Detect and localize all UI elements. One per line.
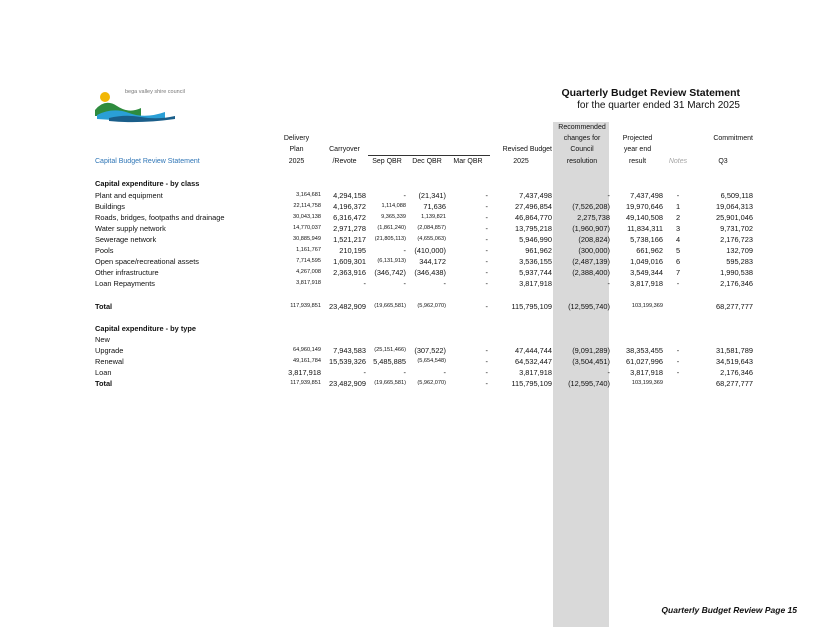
revised-budget-value: 5,937,744 [519,268,552,278]
carryover-value: 210,195 [339,246,366,256]
row-label: Buildings [95,201,125,211]
projected-result-value: 11,834,311 [627,223,663,233]
sep-qbr-value: (21,805,113) [374,235,406,242]
total-row [95,378,755,389]
carryover-value: 4,294,158 [333,190,366,200]
mar-qbr-header: Mar QBR [453,158,483,166]
row-label: Water supply network [95,223,166,233]
commitment-value: 68,277,777 [716,301,753,311]
table-row [95,345,755,356]
commitment-value: 25,901,046 [716,212,753,222]
revised-budget-value: 27,496,854 [515,201,552,211]
table-row [95,190,755,201]
delivery-plan-value: 22,114,758 [293,202,321,209]
capital-budget-table [95,122,755,389]
note-ref: 3 [675,223,681,233]
commit-header-1: Commitment [713,135,753,143]
carryover-value: - [363,279,366,289]
table-row [95,367,755,378]
table-row [95,356,755,367]
row-label: Total [95,301,113,311]
document-subtitle: for the quarter ended 31 March 2025 [577,100,740,111]
projected-result-value: 3,549,344 [630,268,663,278]
table-row [95,234,755,245]
carryover-value: 1,609,301 [333,257,366,267]
projected-result-value: 38,353,455 [626,345,663,355]
carryover-header-2: /Revote [332,158,357,166]
projected-result-value: 61,027,996 [626,356,663,366]
dec-qbr-value: 1,139,821 [421,213,446,220]
revised-budget-value: 3,817,918 [519,368,552,378]
row-label: Open space/recreational assets [95,257,199,267]
section-by-type: Capital expenditure - by type [95,323,197,333]
revised-budget-value: 64,532,447 [515,356,552,366]
recommended-change-value: (12,595,740) [568,379,610,389]
dec-qbr-value: - [443,279,446,289]
note-ref: - [676,279,680,289]
note-ref: - [676,356,680,366]
commitment-value: 2,176,723 [720,234,753,244]
delivery-plan-value: 7,714,595 [296,258,321,265]
recommended-change-value: - [607,190,610,200]
note-ref [665,301,693,312]
revised-budget-value: 961,962 [525,246,552,256]
revised-budget-value: 13,795,218 [515,223,552,233]
sep-qbr-value: (19,665,581) [374,380,406,387]
sep-qbr-value: 5,485,885 [373,356,406,366]
rec-header-4: resolution [566,158,598,166]
commitment-value: 2,176,346 [720,368,753,378]
carryover-value: 2,363,916 [333,268,366,278]
table-row [95,201,755,212]
projected-result-value: 661,962 [636,246,663,256]
revised-budget-value: 3,817,918 [519,279,552,289]
revised-header-1: Revised Budget [502,146,552,154]
commitment-value: 34,519,643 [716,356,753,366]
mar-qbr-value: - [485,257,488,267]
table-row [95,267,755,278]
mar-qbr-value: - [485,356,488,366]
carryover-value: 6,316,472 [333,212,366,222]
dec-qbr-value: (5,962,070) [417,380,446,387]
dec-qbr-value: - [443,368,446,378]
table-row [95,256,755,267]
dec-qbr-value: (346,438) [414,268,446,278]
recommended-change-value: (2,487,139) [572,257,610,267]
revised-budget-value: 3,536,155 [519,257,552,267]
dec-qbr-value: 344,172 [419,257,446,267]
projected-result-value: 3,817,918 [630,368,663,378]
commitment-value: 132,709 [726,246,753,256]
dec-qbr-value: 71,636 [423,201,446,211]
commitment-value: 2,176,346 [720,279,753,289]
sep-qbr-value: 1,114,088 [381,202,406,209]
dec-qbr-value: (5,654,548) [417,357,446,364]
page-footer: Quarterly Budget Review Page 15 [661,605,797,615]
revised-budget-value: 5,946,990 [519,234,552,244]
revised-budget-value: 115,795,109 [511,301,552,311]
note-ref [665,378,693,389]
delivery-header-1: Delivery [283,135,310,143]
note-ref: 1 [675,201,681,211]
delivery-header-2: Plan [289,146,304,154]
note-ref: 4 [675,234,681,244]
document-title: Quarterly Budget Review Statement [561,87,740,99]
delivery-plan-value: 3,817,918 [296,280,321,287]
carryover-value: 1,521,217 [333,234,366,244]
projected-result-value: 103,199,369 [631,380,663,387]
sep-qbr-value: (25,151,466) [374,346,406,353]
note-ref: - [676,190,680,200]
recommended-change-value: 2,275,738 [577,212,610,222]
recommended-change-value: (208,824) [578,234,610,244]
table-header [95,122,755,190]
projected-result-value: 5,738,166 [630,234,663,244]
mar-qbr-value: - [485,279,488,289]
sep-qbr-value: (19,665,581) [374,302,406,309]
note-ref: 7 [675,268,681,278]
carryover-value: 2,971,278 [333,223,366,233]
row-label: Plant and equipment [95,190,163,200]
statement-title: Capital Budget Review Statement [95,158,200,166]
table-row [95,212,755,223]
carryover-value: 7,943,583 [333,345,366,355]
note-ref: - [676,368,680,378]
commitment-value: 68,277,777 [716,379,753,389]
row-label: Pools [95,246,114,256]
recommended-change-value: (300,000) [578,246,610,256]
sep-qbr-value: - [403,190,406,200]
proj-header-1: Projected [622,135,653,143]
delivery-plan-value: 4,267,008 [296,269,321,276]
row-label: Total [95,379,113,389]
new-label: New [95,334,110,344]
rec-header-2: changes for [563,135,601,143]
mar-qbr-value: - [485,345,488,355]
projected-result-value: 7,437,498 [630,190,663,200]
sep-qbr-header: Sep QBR [372,158,402,166]
projected-result-value: 103,199,369 [631,302,663,309]
projected-result-value: 1,049,016 [630,257,663,267]
proj-header-3: result [628,158,647,166]
dec-qbr-value: (21,341) [418,190,446,200]
carryover-value: - [363,368,366,378]
notes-header: Notes [668,158,688,166]
delivery-plan-value: 30,043,138 [293,213,321,220]
table-row [95,245,755,256]
dec-qbr-header: Dec QBR [412,158,442,166]
commitment-value: 9,731,702 [720,223,753,233]
revised-year: 2025 [513,158,529,166]
recommended-change-value: (1,960,907) [572,223,610,233]
commitment-value: 1,990,538 [720,268,753,278]
note-ref: - [676,345,680,355]
recommended-change-value: (2,388,400) [572,268,610,278]
sep-qbr-value: (6,131,913) [377,258,406,265]
row-label: Loan Repayments [95,279,155,289]
type-total [95,378,755,389]
table-row [95,223,755,234]
projected-result-value: 3,817,918 [630,279,663,289]
note-ref: 5 [675,246,681,256]
row-label: Loan [95,368,112,378]
type-section-header [95,312,755,345]
proj-header-2: year end [623,146,652,154]
logo-text: bega valley shire council [125,89,185,95]
rec-header-3: Council [570,146,594,154]
mar-qbr-value: - [485,246,488,256]
mar-qbr-value: - [485,190,488,200]
table-row [95,278,755,289]
recommended-change-value: - [607,279,610,289]
revised-budget-value: 47,444,744 [515,345,552,355]
sep-qbr-value: - [403,246,406,256]
note-ref: 2 [675,212,681,222]
delivery-plan-value: 3,164,681 [296,191,321,198]
projected-result-value: 19,970,646 [626,201,663,211]
row-label: Upgrade [95,345,124,355]
delivery-plan-value: 117,939,851 [290,380,321,387]
row-label: Sewerage network [95,234,157,244]
revised-budget-value: 46,864,770 [515,212,552,222]
carryover-value: 23,482,909 [329,379,366,389]
dec-qbr-value: (410,000) [414,246,446,256]
row-label: Renewal [95,356,124,366]
sep-qbr-value: (1,861,240) [377,224,406,231]
commitment-value: 31,581,789 [716,345,753,355]
commit-header-2: Q3 [718,158,728,166]
delivery-plan-value: 117,939,851 [290,302,321,309]
total-row [95,301,755,312]
delivery-plan-value: 14,770,037 [293,224,321,231]
class-total-section [95,289,755,300]
dec-qbr-value: (2,084,857) [417,224,446,231]
carryover-value: 4,196,372 [333,201,366,211]
revised-budget-value: 115,795,109 [511,379,552,389]
delivery-plan-value: 64,960,149 [293,346,321,353]
sep-qbr-value: - [403,279,406,289]
dec-qbr-value: (5,962,070) [417,302,446,309]
rec-header-1: Recommended [558,124,606,131]
projected-result-value: 49,140,508 [626,212,663,222]
commitment-value: 19,064,313 [716,201,753,211]
recommended-change-value: - [607,368,610,378]
recommended-change-value: (3,504,451) [572,356,610,366]
mar-qbr-value: - [485,212,488,222]
note-ref: 6 [675,257,681,267]
class-rows [95,190,755,290]
revised-budget-value: 7,437,498 [519,190,552,200]
mar-qbr-value: - [485,368,488,378]
row-label: Roads, bridges, footpaths and drainage [95,212,225,222]
mar-qbr-value: - [485,268,488,278]
delivery-year: 2025 [288,158,305,166]
delivery-plan-value: 3,817,918 [288,368,321,378]
mar-qbr-value: - [485,223,488,233]
dec-qbr-value: (4,655,063) [417,235,446,242]
mar-qbr-value: - [485,379,488,389]
dec-qbr-value: (307,522) [414,345,446,355]
delivery-plan-value: 30,885,949 [293,235,321,242]
type-rows [95,345,755,378]
section-by-class: Capital expenditure - by class [95,179,200,189]
sep-qbr-value: - [403,368,406,378]
carryover-value: 15,539,326 [329,356,366,366]
commitment-value: 6,509,118 [720,190,753,200]
carryover-header-1: Carryover [329,146,360,154]
class-total [95,301,755,312]
mar-qbr-value: - [485,234,488,244]
commitment-value: 595,283 [726,257,753,267]
mar-qbr-value: - [485,201,488,211]
recommended-change-value: (12,595,740) [568,301,610,311]
sep-qbr-value: 9,365,339 [381,213,406,220]
row-label: Other infrastructure [95,268,159,278]
recommended-change-value: (9,091,289) [572,345,610,355]
sep-qbr-value: (346,742) [374,268,406,278]
recommended-change-value: (7,526,208) [572,201,610,211]
mar-qbr-value: - [485,301,488,311]
delivery-plan-value: 1,161,767 [296,247,321,254]
delivery-plan-value: 49,161,784 [293,357,321,364]
carryover-value: 23,482,909 [329,301,366,311]
